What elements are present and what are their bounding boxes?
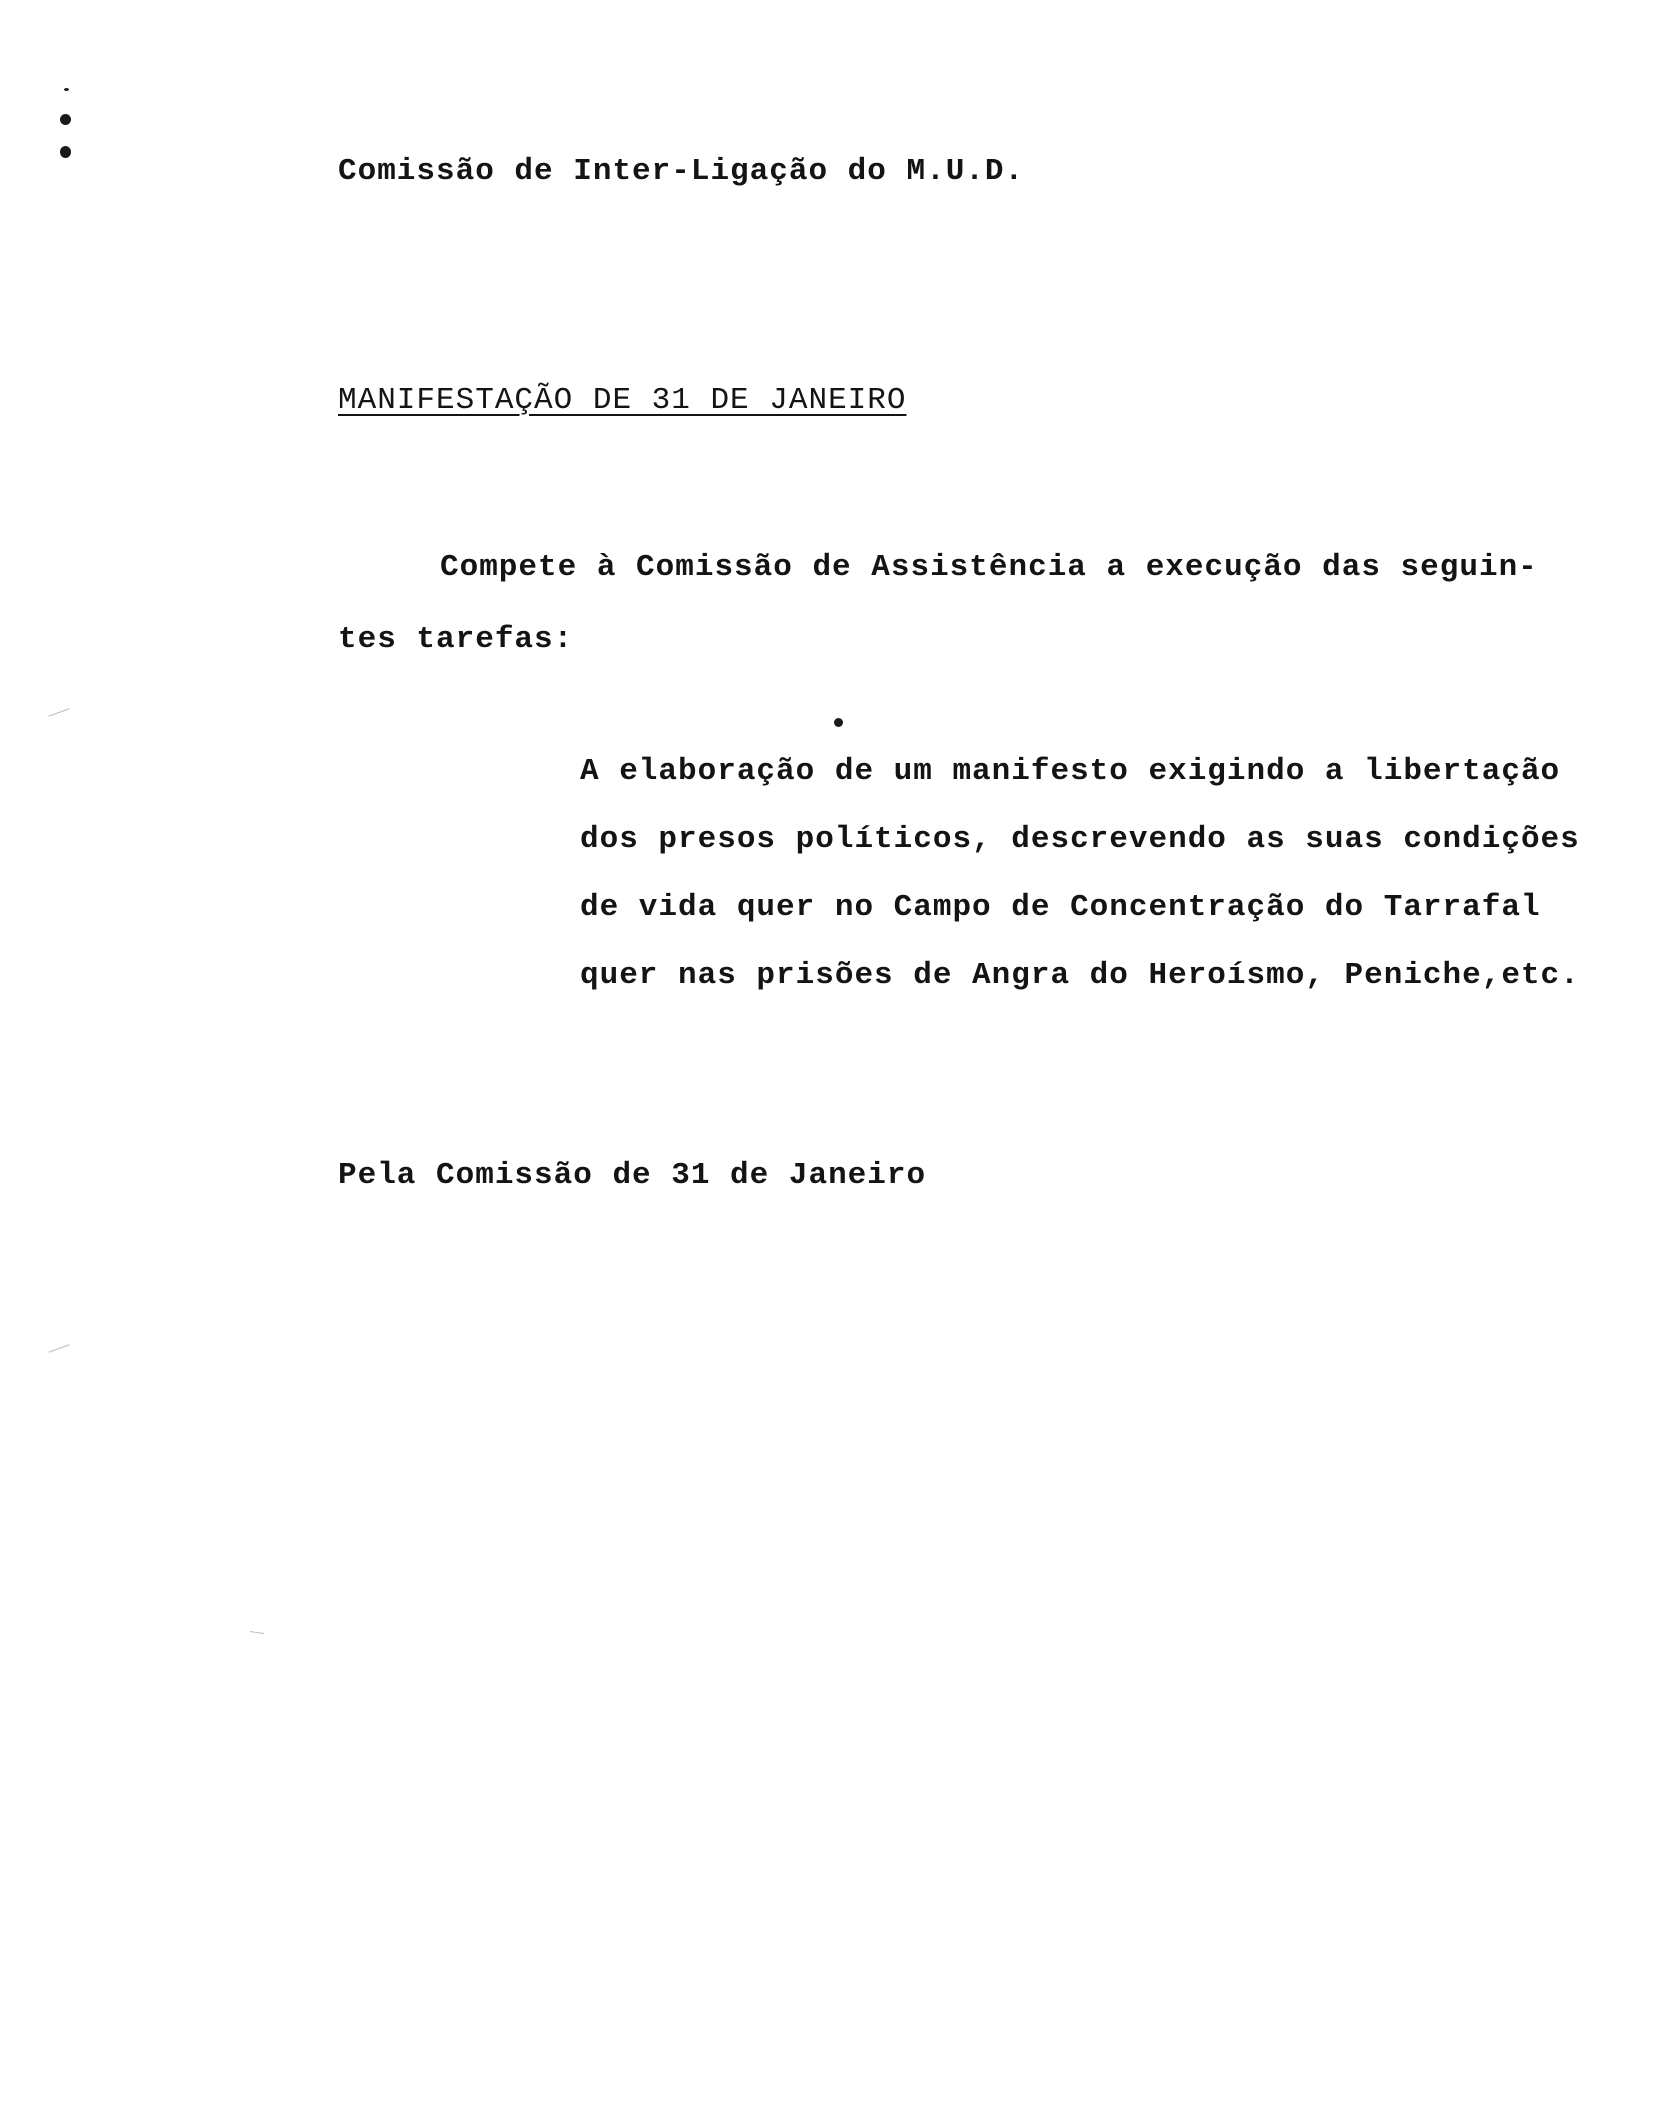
intro-line: Compete à Comissão de Assistência a execução das seguin- xyxy=(440,550,1538,585)
margin-smudge xyxy=(48,708,69,716)
task-line: quer nas prisões de Angra do Heroísmo, Peniche,etc. xyxy=(580,958,1580,993)
document-title: MANIFESTAÇÃO DE 31 DE JANEIRO xyxy=(338,383,907,418)
document-header: Comissão de Inter-Ligação do M.U.D. xyxy=(338,154,1025,189)
margin-speck xyxy=(64,88,69,91)
signature-line: Pela Comissão de 31 de Janeiro xyxy=(338,1158,927,1193)
stray-speck xyxy=(834,718,843,727)
intro-line: tes tarefas: xyxy=(338,622,574,657)
margin-smudge xyxy=(250,1631,264,1634)
margin-smudge xyxy=(48,1344,69,1352)
margin-speck xyxy=(60,114,71,125)
task-line: dos presos políticos, descrevendo as suas condições xyxy=(580,822,1580,857)
margin-speck xyxy=(60,146,71,158)
task-line: de vida quer no Campo de Concentração do Tarrafal xyxy=(580,890,1541,925)
task-line: A elaboração de um manifesto exigindo a libertação xyxy=(580,754,1561,789)
